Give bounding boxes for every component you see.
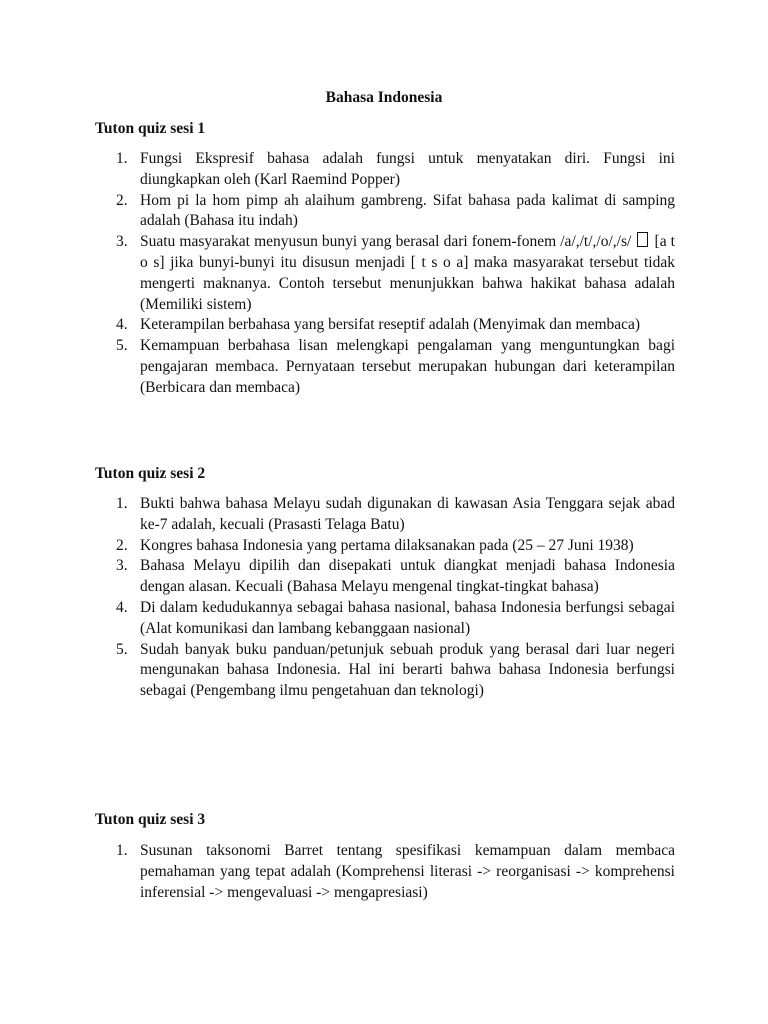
missing-glyph-icon [637,232,648,247]
item-number: 1. [116,150,128,167]
section-heading-sesi-2: Tuton quiz sesi 2 [95,465,206,482]
section-heading-sesi-3: Tuton quiz sesi 3 [95,811,206,828]
item-number: 4. [116,598,128,616]
item-text: Di dalam kedudukannya sebagai bahasa nasional, bahasa Indonesia berfungsi sebagai (Alat komunikasi dan lambang kebanggaan nasional) [140,598,675,637]
item-text [140,232,675,315]
quiz-item [95,598,675,640]
item-text: Kongres bahasa Indonesia yang pertama dilaksanakan pada (25 – 27 Juni 1938) [140,536,634,554]
item-text: Keterampilan berbahasa yang bersifat reseptif adalah (Menyimak dan membaca) [140,316,641,334]
item-text-after: [a t o s] jika bunyi-bunyi itu disusun menjadi [ t s o a] maka masyarakat tersebut tidak mengerti maknanya. Contoh tersebut menunjukkan bahwa hakikat bahasa adalah (Memiliki sistem) [140,233,675,313]
item-text: Kemampuan berbahasa lisan melengkapi pengalaman yang menguntungkan bagi pengajaran membaca. Pernyataan tersebut merupakan hubungan dari keterampilan (Berbicara dan membaca) [140,337,675,396]
quiz-item [95,640,675,702]
quiz-list-sesi-1 [95,149,675,399]
item-text: Bahasa Melayu dipilih dan disepakati untuk diangkat menjadi bahasa Indonesia dengan alasan. Kecuali (Bahasa Melayu mengenal tingkat-tingkat bahasa) [140,557,675,596]
quiz-item [95,149,675,191]
quiz-item [95,841,675,903]
quiz-item [95,536,675,557]
quiz-list-sesi-3 [95,841,675,903]
item-number: 3. [116,233,128,251]
item-number: 1. [116,842,128,859]
item-number: 3. [116,557,128,575]
quiz-item [95,556,675,598]
quiz-item [95,494,675,536]
item-text: Susunan taksonomi Barret tentang spesifikasi kemampuan dalam membaca pemahaman yang tepat adalah (Komprehensi literasi -> reorganisasi -> komprehensi inferensial -> mengevaluasi -> mengapresiasi) [140,842,675,901]
item-number: 5. [116,337,128,355]
item-text: Hom pi la hom pimp ah alaihum gambreng. Sifat bahasa pada kalimat di samping adalah (Bahasa itu indah) [140,191,675,230]
item-number: 4. [116,316,128,334]
section-heading-sesi-1: Tuton quiz sesi 1 [95,120,206,137]
item-number: 5. [116,640,128,658]
item-text: Sudah banyak buku panduan/petunjuk sebuah produk yang berasal dari luar negeri mengunakan bahasa Indonesia. Hal ini berarti bahwa bahasa Indonesia berfungsi sebagai (Pengembang ilmu pengetahuan dan teknologi) [140,640,675,700]
item-text: Fungsi Ekspresif bahasa adalah fungsi untuk menyatakan diri. Fungsi ini diungkapkan oleh (Karl Raemind Popper) [140,150,675,188]
quiz-item [95,315,675,336]
item-number: 1. [116,495,128,512]
quiz-item [95,191,675,233]
item-text-before: Suatu masyarakat menyusun bunyi yang berasal dari fonem-fonem /a/,/t/,/o/,/s/ [140,233,632,251]
item-number: 2. [116,191,128,209]
quiz-item [95,336,675,398]
document-title: Bahasa Indonesia [325,89,443,106]
quiz-list-sesi-2 [95,494,675,702]
item-text: Bukti bahwa bahasa Melayu sudah digunakan di kawasan Asia Tenggara sejak abad ke-7 adalah, kecuali (Prasasti Telaga Batu) [140,495,675,533]
item-number: 2. [116,536,128,554]
quiz-item [95,232,675,315]
